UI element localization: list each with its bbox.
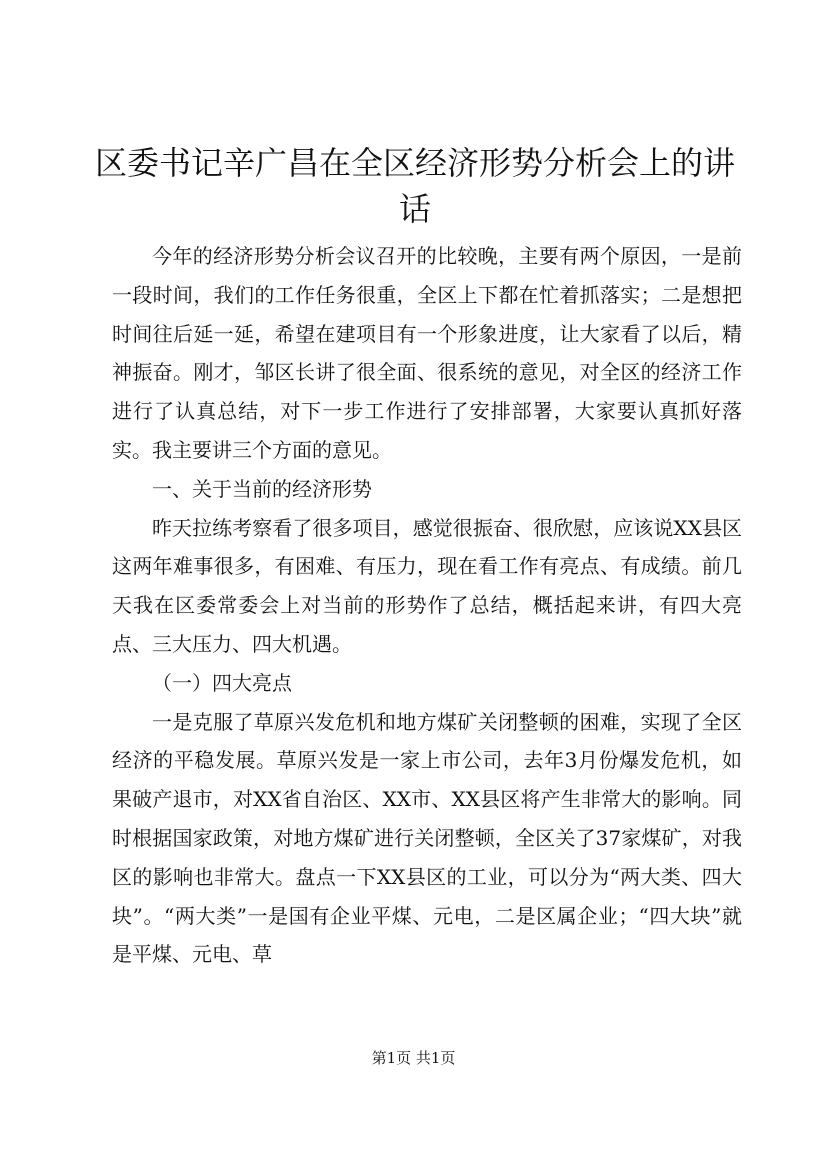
section-heading-economic-situation: 一、关于当前的经济形势 [152, 476, 372, 501]
paragraph-inspection: 昨天拉练考察看了很多项目，感觉很振奋、很欣慰，应该说XX县区这两年难事很多，有困难、有压力，现在看工作有亮点、有成绩。前几天我在区委常委会上对当前的形势作了总结，概括起来讲，有四大亮点、三大压力、四大机遇。 [112, 515, 742, 656]
page-footer-indicator: 第1页 共1页 [371, 1049, 456, 1067]
subsection-heading-four-highlights: （一）四大亮点 [152, 670, 292, 695]
document-body [112, 237, 742, 974]
paragraph-intro: 今年的经济形势分析会议召开的比较晚，主要有两个原因，一是前一段时间，我们的工作任务很重，全区上下都在忙着抓落实；二是想把时间往后延一延，希望在建项目有一个形象进度，让大家看了以后，精神振奋。刚才，邹区长讲了很全面、很系统的意见，对全区的经济工作进行了认真总结，对下一步工作进行了安排部署，大家要认真抓好落实。我主要讲三个方面的意见。 [112, 244, 742, 462]
paragraph-highlight-one: 一是克服了草原兴发危机和地方煤矿关闭整顿的困难，实现了全区经济的平稳发展。草原兴发是一家上市公司，去年3月份爆发危机，如果破产退市，对XX省自治区、XX市、XX县区将产生非常大的影响。同时根据国家政策，对地方煤矿进行关闭整顿，全区关了37家煤矿，对我区的影响也非常大。盘点一下XX县区的工业，可以分为“两大类、四大块”。“两大类”一是国有企业平煤、元电，二是区属企业；“四大块”就是平煤、元电、草 [112, 709, 742, 967]
document-title: 区委书记辛广昌在全区经济形势分析会上的讲话 [94, 144, 735, 228]
